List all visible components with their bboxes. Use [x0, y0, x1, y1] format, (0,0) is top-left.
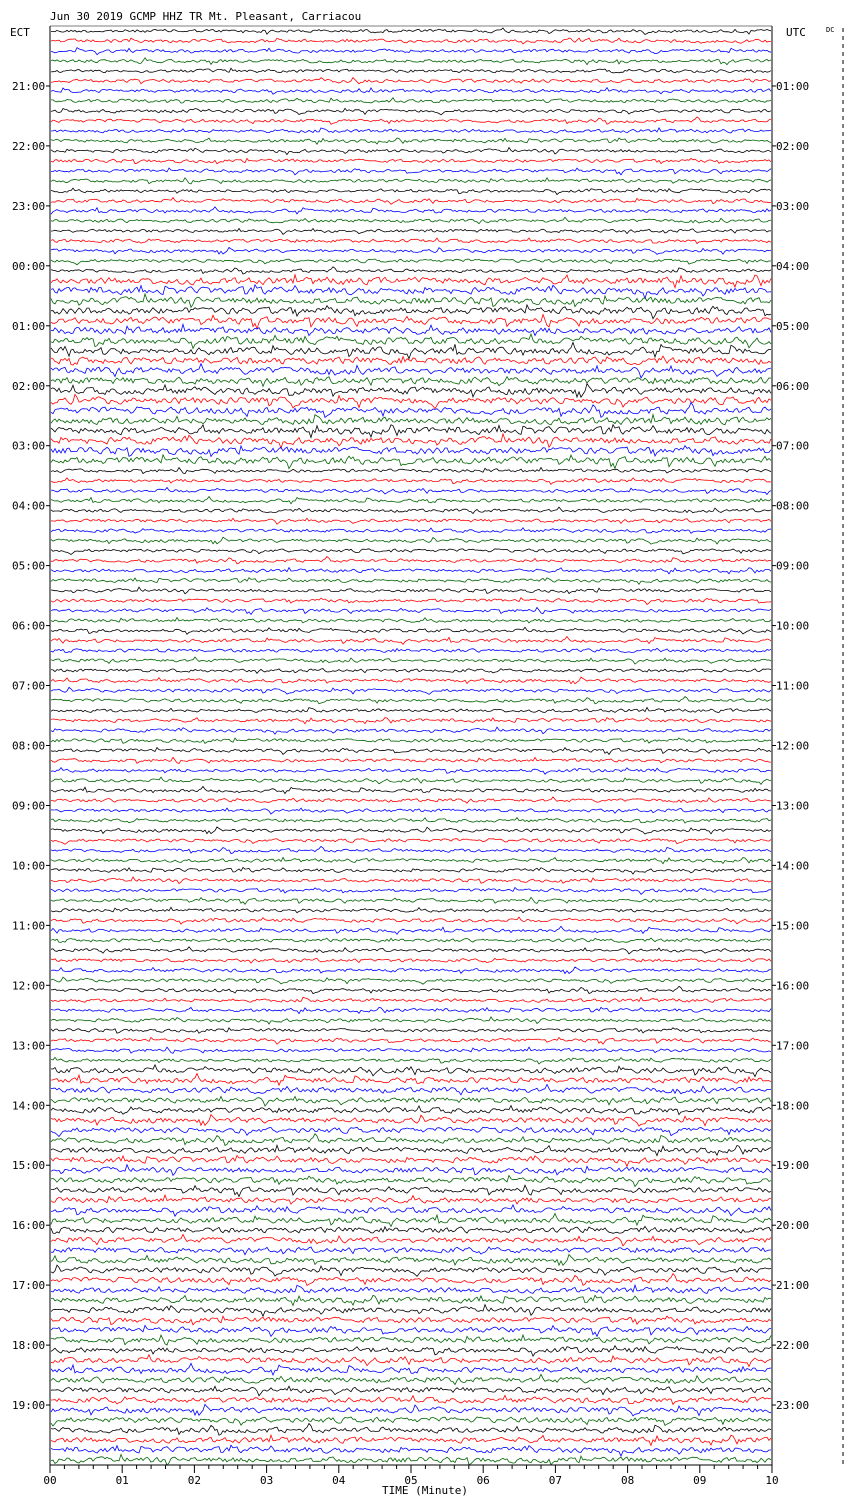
trace-line — [51, 557, 771, 564]
left-hour-label: 06:00 — [12, 619, 46, 633]
trace-line — [51, 247, 771, 254]
right-hour-labels — [772, 80, 809, 1412]
x-tick-label: 07 — [548, 1474, 563, 1487]
trace-line — [51, 947, 771, 954]
trace-line — [51, 138, 771, 144]
trace-line — [51, 967, 771, 974]
left-hour-label: 09:00 — [12, 799, 46, 813]
trace-line — [51, 394, 771, 408]
trace-line — [51, 168, 771, 175]
left-hour-label: 02:00 — [12, 379, 46, 393]
left-hour-labels — [12, 80, 50, 1412]
right-hour-label: 07:00 — [776, 439, 810, 453]
right-timezone-label: UTC — [786, 26, 806, 39]
trace-line — [51, 1346, 771, 1356]
trace-line — [51, 415, 771, 425]
trace-line — [51, 1435, 771, 1445]
trace-line — [51, 587, 771, 594]
trace-line — [51, 1455, 771, 1466]
right-hour-label: 10:00 — [776, 619, 810, 633]
trace-line — [51, 497, 771, 504]
x-axis-label: TIME (Minute) — [381, 1484, 469, 1497]
trace-line — [51, 1316, 771, 1325]
trace-line — [51, 1374, 771, 1384]
trace-line — [51, 1007, 771, 1013]
trace-line — [51, 938, 771, 942]
trace-line — [51, 528, 771, 534]
trace-line — [51, 1185, 771, 1196]
trace-line — [51, 178, 771, 184]
left-hour-label: 17:00 — [12, 1279, 46, 1293]
trace-line — [51, 446, 771, 457]
trace-line — [51, 1176, 771, 1187]
left-hour-label: 08:00 — [12, 739, 46, 753]
right-hour-label: 04:00 — [776, 259, 810, 273]
x-tick-label: 01 — [115, 1474, 129, 1487]
trace-line — [51, 1165, 771, 1176]
x-tick-label: 06 — [476, 1474, 490, 1487]
trace-line — [51, 434, 771, 449]
left-hour-label: 18:00 — [12, 1339, 46, 1353]
trace-line — [51, 425, 771, 438]
x-tick-label: 00 — [43, 1474, 57, 1487]
trace-line — [51, 677, 771, 684]
trace-line — [51, 907, 771, 912]
seismic-traces — [51, 28, 771, 1465]
trace-line — [51, 158, 771, 163]
trace-line — [51, 1226, 771, 1233]
trace-line — [51, 1195, 771, 1204]
trace-line — [51, 549, 771, 555]
right-hour-label: 18:00 — [776, 1099, 810, 1113]
trace-line — [51, 687, 771, 694]
left-hour-label: 10:00 — [12, 859, 46, 873]
left-hour-label: 16:00 — [12, 1219, 46, 1233]
right-hour-label: 12:00 — [776, 739, 810, 753]
trace-line — [51, 768, 771, 775]
x-tick-label: 10 — [765, 1474, 779, 1487]
left-hour-label: 04:00 — [12, 499, 46, 513]
trace-line — [51, 648, 771, 652]
trace-line — [51, 1214, 771, 1227]
trace-line — [51, 1285, 771, 1293]
trace-line — [51, 986, 771, 993]
trace-line — [51, 1047, 771, 1053]
trace-line — [51, 727, 771, 734]
trace-line — [51, 897, 771, 904]
trace-line — [51, 1127, 771, 1136]
trace-line — [51, 38, 771, 44]
trace-line — [51, 507, 771, 513]
right-hour-label: 03:00 — [776, 199, 810, 213]
left-hour-label: 14:00 — [12, 1099, 46, 1113]
trace-line — [51, 1145, 771, 1155]
trace-line — [51, 786, 771, 793]
trace-line — [51, 917, 771, 924]
x-tick-label: 09 — [693, 1474, 707, 1487]
trace-line — [51, 198, 771, 205]
trace-line — [51, 1386, 771, 1396]
trace-line — [51, 1404, 771, 1416]
trace-line — [51, 1305, 771, 1317]
trace-line — [51, 697, 771, 704]
right-hour-label: 17:00 — [776, 1039, 810, 1053]
trace-line — [51, 487, 771, 494]
right-hour-label: 22:00 — [776, 1339, 810, 1353]
trace-line — [51, 117, 771, 124]
right-hour-label: 05:00 — [776, 319, 810, 333]
right-hour-label: 21:00 — [776, 1279, 810, 1293]
trace-line — [51, 1134, 771, 1146]
right-hour-label: 14:00 — [776, 859, 810, 873]
trace-line — [51, 78, 771, 84]
left-hour-label: 11:00 — [12, 919, 46, 933]
left-hour-label: 15:00 — [12, 1159, 46, 1173]
left-hour-label: 05:00 — [12, 559, 46, 573]
trace-line — [51, 578, 771, 585]
trace-line — [51, 518, 771, 524]
right-hour-label: 09:00 — [776, 559, 810, 573]
trace-line — [51, 275, 771, 288]
trace-line — [51, 738, 771, 743]
trace-line — [51, 1057, 771, 1064]
right-hour-label: 16:00 — [776, 979, 810, 993]
left-hour-label: 01:00 — [12, 319, 46, 333]
trace-line — [51, 1265, 771, 1276]
trace-line — [51, 877, 771, 884]
x-tick-label: 02 — [187, 1474, 202, 1487]
left-hour-label: 07:00 — [12, 679, 46, 693]
trace-line — [51, 997, 771, 1002]
x-tick-label: 05 — [404, 1474, 418, 1487]
right-hour-label: 08:00 — [776, 499, 810, 513]
trace-line — [51, 305, 771, 319]
trace-line — [51, 757, 771, 763]
trace-line — [51, 28, 771, 34]
trace-line — [51, 468, 771, 474]
trace-line — [51, 808, 771, 814]
right-hour-label: 23:00 — [776, 1399, 810, 1412]
trace-line — [51, 315, 771, 329]
trace-line — [51, 857, 771, 863]
left-hour-label: 23:00 — [12, 199, 46, 213]
left-timezone-label: ECT — [10, 26, 30, 39]
trace-line — [51, 818, 771, 824]
trace-line — [51, 48, 771, 55]
trace-line — [51, 708, 771, 713]
trace-line — [51, 207, 771, 214]
trace-line — [51, 1424, 771, 1436]
x-tick-label: 08 — [620, 1474, 635, 1487]
trace-line — [51, 797, 771, 803]
trace-line — [51, 294, 771, 307]
trace-line — [51, 718, 771, 724]
trace-line — [51, 1096, 771, 1106]
trace-line — [51, 1028, 771, 1033]
trace-line — [51, 1355, 771, 1367]
trace-line — [51, 1445, 771, 1456]
trace-line — [51, 334, 771, 348]
trace-line — [51, 537, 771, 544]
trace-line — [51, 846, 771, 853]
trace-line — [51, 1074, 771, 1086]
trace-line — [51, 364, 771, 378]
right-hour-label: 15:00 — [776, 919, 810, 933]
trace-line — [51, 868, 771, 875]
right-hour-label: 19:00 — [776, 1159, 810, 1173]
trace-line — [51, 1106, 771, 1115]
trace-line — [51, 1247, 771, 1255]
trace-line — [51, 888, 771, 895]
trace-line — [51, 88, 771, 95]
trace-line — [51, 478, 771, 485]
trace-line — [51, 608, 771, 615]
trace-line — [51, 926, 771, 934]
trace-line — [51, 68, 771, 73]
trace-line — [51, 1234, 771, 1246]
left-hour-label: 22:00 — [12, 139, 46, 153]
x-tick-label: 03 — [259, 1474, 274, 1487]
trace-line — [51, 324, 771, 335]
trace-line — [51, 1395, 771, 1404]
trace-line — [51, 267, 771, 274]
right-hour-label: 06:00 — [776, 379, 810, 393]
trace-line — [51, 217, 771, 223]
left-hour-label: 21:00 — [12, 80, 46, 93]
right-hour-label: 01:00 — [776, 80, 810, 93]
trace-line — [51, 1274, 771, 1286]
trace-line — [51, 238, 771, 244]
trace-line — [51, 229, 771, 235]
trace-line — [51, 188, 771, 195]
trace-line — [51, 958, 771, 963]
right-hour-label: 11:00 — [776, 679, 810, 693]
left-hour-label: 03:00 — [12, 439, 46, 453]
trace-line — [51, 977, 771, 984]
trace-line — [51, 1037, 771, 1044]
trace-line — [51, 108, 771, 114]
trace-line — [51, 98, 771, 103]
trace-line — [51, 1085, 771, 1095]
trace-line — [51, 377, 771, 387]
trace-line — [51, 58, 771, 65]
trace-line — [51, 384, 771, 398]
trace-line — [51, 403, 771, 418]
left-hour-label: 00:00 — [12, 259, 46, 273]
right-hour-label: 02:00 — [776, 139, 810, 153]
left-hour-label: 19:00 — [12, 1399, 46, 1412]
trace-line — [51, 669, 771, 674]
x-tick-label: 04 — [332, 1474, 346, 1487]
trace-line — [51, 657, 771, 664]
trace-line — [51, 598, 771, 605]
trace-line — [51, 839, 771, 845]
trace-line — [51, 1335, 771, 1345]
chart-title: Jun 30 2019 GCMP HHZ TR Mt. Pleasant, Carriacou — [50, 10, 362, 23]
trace-line — [51, 618, 771, 623]
trace-line — [51, 1363, 771, 1375]
trace-line — [51, 148, 771, 155]
trace-line — [51, 1017, 771, 1024]
right-hour-label: 20:00 — [776, 1219, 810, 1233]
trace-line — [51, 259, 771, 265]
trace-line — [51, 1115, 771, 1127]
trace-line — [51, 128, 771, 133]
trace-line — [51, 1155, 771, 1166]
left-hour-label: 13:00 — [12, 1039, 46, 1053]
trace-line — [51, 455, 771, 469]
trace-line — [51, 1205, 771, 1216]
trace-line — [51, 627, 771, 634]
trace-line — [51, 356, 771, 365]
trace-line — [51, 827, 771, 834]
right-hour-label: 13:00 — [776, 799, 810, 813]
trace-line — [51, 777, 771, 784]
trace-line — [51, 748, 771, 755]
left-hour-label: 12:00 — [12, 979, 46, 993]
trace-line — [51, 637, 771, 645]
dc-corner-label: DC — [826, 26, 835, 34]
trace-line — [51, 1065, 771, 1077]
trace-line — [51, 1417, 771, 1426]
trace-line — [51, 1295, 771, 1305]
trace-line — [51, 285, 771, 299]
trace-line — [51, 1255, 771, 1266]
trace-line — [51, 568, 771, 574]
trace-line — [51, 1325, 771, 1336]
